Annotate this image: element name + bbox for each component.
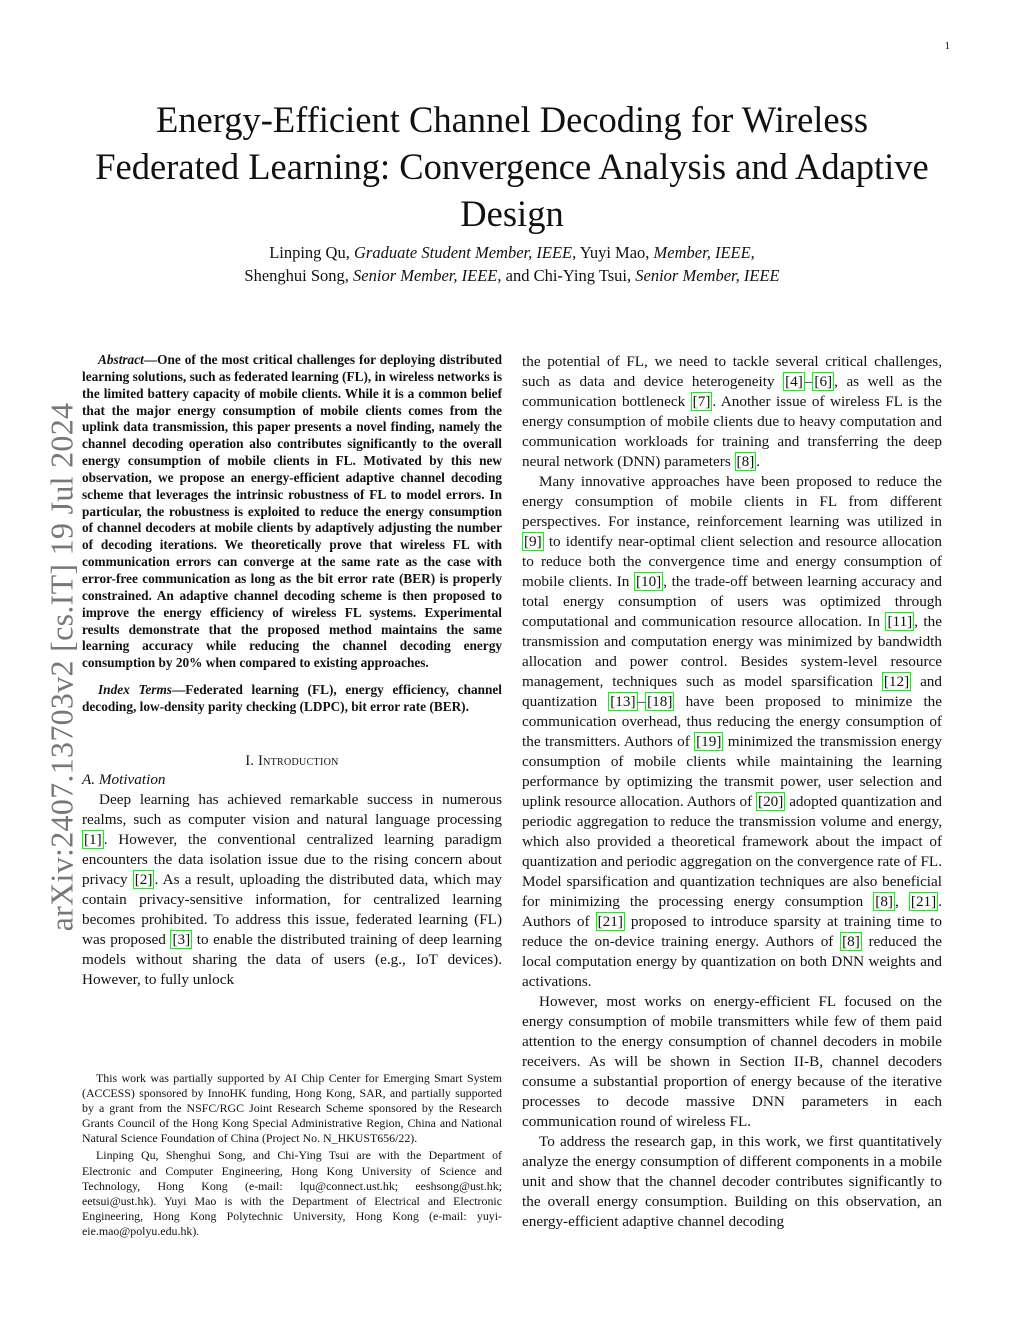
- author-list: [120, 241, 904, 287]
- body-paragraph: However, most works on energy-efficient FL focused on the energy consumption of mobile transmitters while few of them paid attention to the energy consumption of channel decoders in mobile receivers. As will be shown in Section II-B, channel decoders consume a substantial proportion of energy because of the iterative processes to decode massive DNN parameters in each communication round of wireless FL.: [522, 993, 942, 1130]
- text-run: minimized the transmission energy consumption of mobile clients while maintaining the learning performance by optimizing the transmit power, user selection and uplink resource allocation. Authors of: [522, 733, 942, 810]
- body-paragraph: To address the research gap, in this work, we first quantitatively analyze the energy consumption of different components in a mobile unit and show that the channel decoder contributes significantly to the overall energy consumption. Building on this observation, an energy-efficient adaptive channel decoding: [522, 1133, 942, 1230]
- right-column: [522, 352, 942, 1232]
- index-terms-text: —Federated learning (FL), energy efficiency, channel decoding, low-density parity checking (LDPC), bit error rate (BER).: [82, 682, 502, 714]
- citation-link[interactable]: [21]: [910, 893, 937, 910]
- text-run: . As a result, uploading the distributed data, which may contain privacy-sensitive information, for centralized learning becomes prohibited. To address this issue, federated learning (FL) was proposed: [82, 870, 502, 948]
- text-run: . Authors of: [522, 893, 942, 930]
- citation-link[interactable]: [19]: [696, 733, 722, 750]
- author-name: Chi-Ying Tsui,: [533, 266, 632, 285]
- citation-link[interactable]: [8]: [736, 453, 755, 470]
- text-run: the potential of FL, we need to tackle several critical challenges, such as data and device heterogeneity: [522, 353, 942, 390]
- text-run: , as well as the communication bottleneck: [522, 373, 942, 410]
- left-column: [82, 352, 502, 990]
- text-run: to enable the distributed training of deep learning models without sharing the data of users (e.g., IoT devices). However, to fully unlock: [82, 930, 502, 988]
- citation-link[interactable]: [8]: [875, 893, 893, 910]
- abstract-text: —One of the most critical challenges for deploying distributed learning solutions, such as federated learning (FL), in wireless networks is the limited battery capacity of mobile clients. While it is a common belief that the major energy consumption of mobile clients comes from the uplink data transmission, this paper presents a novel finding, namely the channel decoding operation also contributes significantly to the overall energy consumption of mobile clients in FL. Motivated by this new observation, we propose an energy-efficient adaptive channel decoding scheme that leverages the intrinsic robustness of FL to model errors. In particular, the robustness is exploited to reduce the energy consumption of channel decoders at mobile clients by adaptively adjusting the number of decoding iterations. We theoretically prove that wireless FL with communication errors can converge at the same rate as the case with error-free communication as long as the bit error rate (BER) is properly constrained. An adaptive channel decoding scheme is then proposed to improve the energy efficiency of wireless FL systems. Experimental results demonstrate that the proposed method maintains the same learning accuracy while reducing the channel decoding energy consumption by 20% when compared to existing approaches.: [82, 352, 502, 671]
- citation-link[interactable]: [3]: [172, 930, 191, 948]
- text-run: Deep learning has achieved remarkable success in numerous realms, such as computer vision and natural language processing: [82, 790, 502, 828]
- author-role: Member, IEEE,: [653, 243, 755, 262]
- affiliation-footnote: Linping Qu, Shenghui Song, and Chi-Ying Tsui are with the Department of Electronic and Computer Engineering, Hong Kong University of Science and Technology, Hong Kong (e-mail: lqu@connect.ust.hk; eeshsong@ust.hk; eetsui@ust.hk). Yuyi Mao is with the Department of Electrical and Electronic Engineering, Hong Kong Polytechnic University, Hong Kong (e-mail: yuyi-eie.mao@polyu.edu.hk).: [82, 1148, 502, 1238]
- text-run: ,: [895, 893, 909, 910]
- section-number: I.: [245, 752, 255, 769]
- text-run: . Another issue of wireless FL is the energy consumption of mobile clients due to heavy computation and communication workloads for training and transferring the deep neural network (DNN) parameters: [522, 393, 942, 470]
- section-heading: [82, 752, 502, 770]
- subsection-heading: A. Motivation: [82, 770, 166, 788]
- text-run: adopted quantization and periodic aggregation to reduce the transmission volume and energy, which also provided a theoretical framework about the impact of quantization and periodic aggregation on the convergence rate of FL. Model sparsification and quantization techniques are also beneficial for minimizing the processing energy consumption: [522, 793, 942, 910]
- citation-link[interactable]: [18]: [647, 693, 673, 710]
- section-title: Introduction: [258, 752, 339, 769]
- text-run: , the trade-off between learning accuracy and total energy consumption of users was optimized through computational and communication resource allocation. In: [522, 573, 942, 630]
- citation-link[interactable]: [11]: [887, 613, 913, 630]
- citation-link[interactable]: [7]: [692, 393, 711, 410]
- body-paragraph: [522, 472, 942, 992]
- intro-paragraph: [82, 790, 502, 990]
- text-run: proposed to introduce sparsity at training time to reduce the on-device training energy. Authors of: [522, 913, 942, 950]
- citation-link[interactable]: [6]: [814, 373, 833, 390]
- author-role: Graduate Student Member, IEEE,: [353, 243, 577, 262]
- citation-link[interactable]: [1]: [84, 830, 102, 848]
- citation-link[interactable]: [8]: [842, 933, 860, 950]
- text-run: –: [804, 373, 813, 390]
- text-run: and quantization: [522, 673, 942, 710]
- author-conjunction: and: [505, 266, 530, 285]
- text-run: . However, the conventional centralized learning paradigm encounters the data isolation issue due to the rising concern about privacy: [82, 830, 502, 888]
- body-paragraph: [522, 352, 942, 472]
- citation-link[interactable]: [21]: [597, 913, 623, 930]
- citation-link[interactable]: [12]: [883, 673, 910, 690]
- citation-link[interactable]: [4]: [785, 373, 803, 390]
- abstract: [82, 352, 502, 672]
- citation-link[interactable]: [13]: [610, 693, 636, 710]
- author-name: Linping Qu,: [269, 243, 350, 262]
- page-number: 1: [944, 40, 950, 52]
- footnotes: [82, 1071, 502, 1239]
- author-name: Yuyi Mao,: [579, 243, 650, 262]
- text-run: to identify near-optimal client selection and resource allocation to reduce both the convergence time and energy consumption of mobile clients. In: [522, 533, 942, 590]
- citation-link[interactable]: [20]: [758, 793, 784, 810]
- author-line-2: [120, 264, 904, 287]
- paper-title: Energy-Efficient Channel Decoding for Wireless Federated Learning: Convergence Analysis and Adaptive Design: [95, 99, 929, 234]
- index-terms-label: Index Terms: [98, 682, 172, 698]
- text-run: .: [756, 453, 761, 470]
- citation-link[interactable]: [2]: [134, 870, 153, 888]
- text-run: reduced the local computation energy by quantization on both DNN weights and activations.: [522, 933, 942, 990]
- text-run: , the transmission and computation energy was minimized by bandwidth allocation and power control. Besides system-level resource management, techniques such as model sparsification: [522, 613, 942, 690]
- author-line-1: [120, 241, 904, 264]
- abstract-label: Abstract: [98, 352, 144, 367]
- text-run: have been proposed to minimize the communication overhead, thus reducing the energy consumption of the transmitters. Authors of: [522, 693, 942, 750]
- author-role: Senior Member, IEEE,: [353, 266, 502, 285]
- text-run: Many innovative approaches have been proposed to reduce the energy consumption of mobile clients in FL from different perspectives. For instance, reinforcement learning was utilized in: [522, 473, 942, 530]
- text-run: –: [637, 693, 646, 710]
- index-terms: [82, 682, 502, 716]
- arxiv-identifier: arXiv:2407.13703v2 [cs.IT] 19 Jul 2024: [43, 402, 80, 932]
- citation-link[interactable]: [10]: [635, 573, 662, 590]
- funding-footnote: This work was partially supported by AI Chip Center for Emerging Smart System (ACCESS) sponsored by InnoHK funding, Hong Kong, SAR, and partially supported by a grant from the NSFC/RGC Joint Research Scheme sponsored by the Research Grants Council of the Hong Kong Special Administrative Region, China and National Natural Science Foundation of China (Project No. N_HKUST656/22).: [82, 1071, 502, 1146]
- author-name: Shenghui Song,: [244, 266, 349, 285]
- author-role: Senior Member, IEEE: [635, 266, 780, 285]
- citation-link[interactable]: [9]: [524, 533, 542, 550]
